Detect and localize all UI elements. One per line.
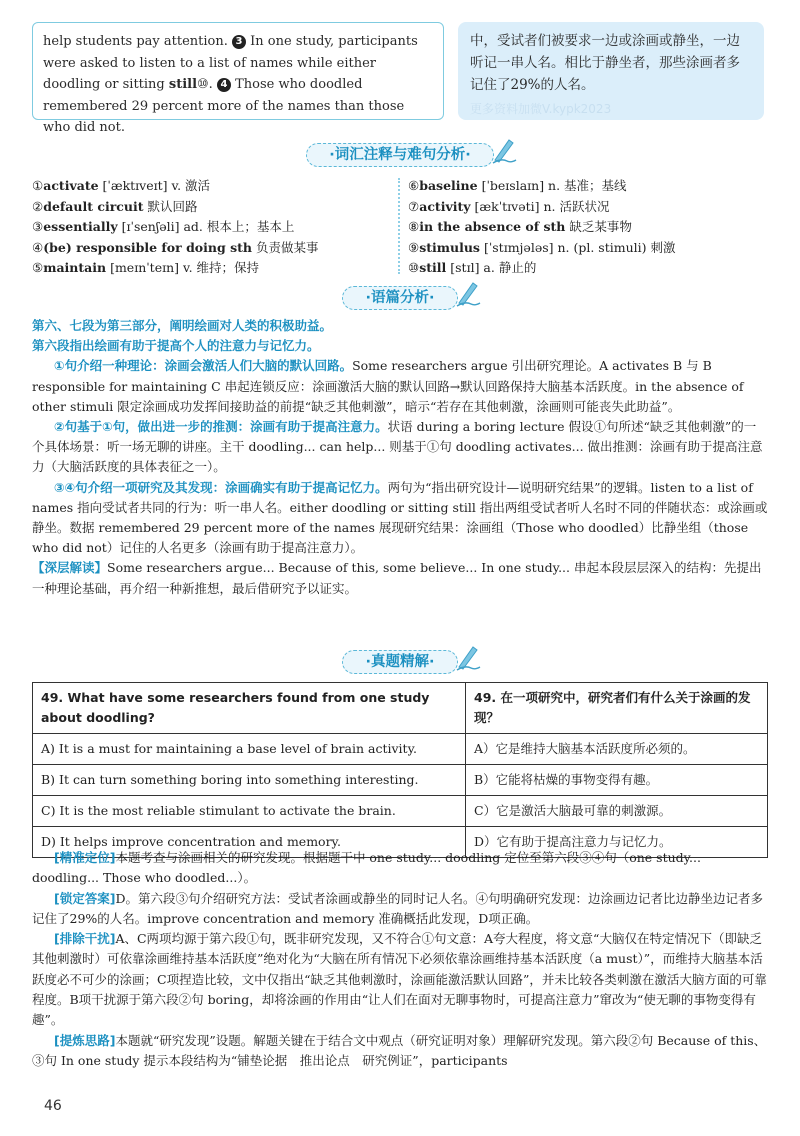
vocab-column-left [32, 176, 392, 279]
analysis-paragraph-3: ③④句介绍一项研究及其发现：涂画确实有助于提高记忆力。两句为“指出研究设计—说明研究结果”的逻辑。listen to a list of names 指向受试者共同的行为：听一串人名。either doodling or sitting still 指出两组受试者听人名时不同的伴随状态：或涂画或静坐。数据 remembered 29 percent more of the names 展现研究结果：涂画组（Those who doodled）比静坐组（those who did not）记住的人名更多（涂画有助于提高注意力）。 [32, 479, 768, 556]
analysis-paragraph-2: ②句基于①句，做出进一步的推测：涂画有助于提高注意力。状语 during a boring lecture 假设①句所述“缺乏其他刺激”的一个具体场景：听一场无聊的讲座。主干 doodling... can help... 则基于①句 doodling activates... 做出推测：涂画有助于提高注意力（大脑活跃度的具体表征之一）。 [32, 419, 763, 475]
option-b-zh: B）它能将枯燥的事物变得有趣。 [466, 765, 768, 796]
explain-answer: [锁定答案]D。第六段③句介绍研究方法：受试者涂画或静坐的同时记人名。④句明确研究发现：边涂画边记者比边静坐边记者多记住了29%的人名。improve concentration and memory 准确概括此发现，D项正确。 [32, 890, 763, 926]
footnote-marker: ⑩. [197, 77, 213, 92]
vocab-divider [398, 178, 406, 274]
watermark-text: 更多资料加微V.kypk2023 [470, 102, 612, 116]
passage-excerpt-box [32, 22, 444, 135]
pen-icon [455, 643, 481, 671]
translation-box [458, 22, 764, 120]
vocab-item: ①activate [ˈæktɪveɪt] v. 激活 [32, 178, 211, 193]
analysis-lead-2: 第六段指出绘画有助于提高个人的注意力与记忆力。 [32, 338, 320, 354]
vocab-item: ⑥baseline [ˈbeɪslaɪn] n. 基准；基线 [408, 178, 627, 193]
option-c-en: C) It is the most reliable stimulant to activate the brain. [33, 796, 466, 827]
question-table [32, 682, 768, 858]
table-row [33, 765, 768, 796]
explain-locate: [精准定位]本题考查与涂画相关的研究发现。根据题干中 one study... doodling 定位至第六段③④句（one study... doodling... Those who doodled...）。 [32, 850, 701, 886]
option-d-en: D) It helps improve concentration and memory. [33, 827, 466, 858]
passage-sentence-4: Those who doodled remembered 29 percent more of the names than those who did not. [43, 77, 405, 135]
pen-icon [491, 136, 517, 164]
vocab-item: ⑧in the absence of sth 缺乏某事物 [408, 219, 632, 234]
pen-icon [455, 279, 481, 307]
translation-text: 中，受试者们被要求一边或涂画或静坐，一边听记一串人名。相比于静坐者，那些涂画者多记住了29%的人名。 [470, 33, 740, 93]
option-a-en: A) It is a must for maintaining a base level of brain activity. [33, 734, 466, 765]
banner-analysis-title: ·语篇分析· [365, 290, 435, 306]
vocab-item: ⑤maintain [meɪnˈteɪn] v. 维持；保持 [32, 260, 260, 275]
option-a-zh: A）它是维持大脑基本活跃度所必须的。 [466, 734, 768, 765]
discourse-analysis [32, 316, 768, 599]
option-d-zh: D）它有助于提高注意力与记忆力。 [466, 827, 768, 858]
vocab-item: ③essentially [ɪˈsenʃəli] ad. 根本上；基本上 [32, 219, 295, 234]
banner-questions-title: ·真题精解· [365, 654, 435, 670]
banner-vocab [0, 143, 800, 167]
question-stem-zh: 49. 在一项研究中，研究者们有什么关于涂画的发现？ [466, 683, 768, 734]
banner-vocab-title: ·词汇注释与难句分析· [329, 147, 471, 163]
analysis-paragraph-1: ①句介绍一种理论：涂画会激活人们大脑的默认回路。Some researchers argue 引出研究理论。A activates B 与 B responsible for maintaining C 串起连锁反应：涂画激活大脑的默认回路→默认回路保持大脑基本活跃度。in the absence of other stimuli 限定涂画成功发挥间接助益的前提“缺乏其他刺激”，暗示“若存在其他刺激，涂画则可能丧失此助益”。 [32, 358, 744, 414]
sentence-marker-3: 3 [232, 35, 246, 49]
passage-sentence-2-end: help students pay attention. [43, 34, 228, 49]
table-row [33, 796, 768, 827]
question-explanation [32, 848, 768, 1071]
vocab-item: ④(be) responsible for doing sth 负责做某事 [32, 239, 319, 255]
table-row [33, 734, 768, 765]
vocab-column-right [408, 176, 768, 279]
explain-distractors: [排除干扰]A、C两项均源于第六段①句，既非研究发现，又不符合①句文意：A夸大程度，将文意“大脑仅在特定情况下（即缺乏其他刺激时）可依靠涂画维持基本活跃度”绝对化为“大脑在所有情况下必须依靠涂画维持基本活跃度（a must）”，而维持大脑基本活跃度必不可少的涂画；C项捏造比较，文中仅指出“缺乏其他刺激时，涂画能激活默认回路”，并未比较各类刺激在激活大脑方面的可靠程度。B项干扰源于第六段②句 boring，却将涂画的作用由“让人们在面对无聊事物时，可提高注意力”窜改为“使无聊的事物变得有趣”。 [32, 931, 767, 1028]
vocab-item: ⑨stimulus [ˈstɪmjələs] n. (pl. stimuli) 刺激 [408, 239, 676, 255]
vocab-item: ⑦activity [ækˈtɪvəti] n. 活跃状况 [408, 198, 610, 214]
explain-approach: [提炼思路]本题就“研究发现”设题。解题关键在于结合文中观点（研究证明对象）理解研究发现。第六段②句 Because of this、③句 In one study 提示本段结构为“铺垫论据 推出论点 研究例证”，participants [32, 1032, 767, 1068]
option-c-zh: C）它是激活大脑最可靠的刺激源。 [466, 796, 768, 827]
table-row [33, 683, 768, 734]
question-stem-en: 49. What have some researchers found from one study about doodling? [33, 683, 466, 734]
banner-questions [0, 650, 800, 674]
banner-analysis [0, 286, 800, 310]
sentence-marker-4: 4 [217, 78, 231, 92]
vocab-item: ②default circuit 默认回路 [32, 198, 198, 214]
passage-sentence-3a: In one study, participants were asked to listen to a list of names while either doodling or sitting [43, 34, 418, 92]
option-b-en: B) It can turn something boring into something interesting. [33, 765, 466, 796]
page-number: 46 [44, 1098, 62, 1114]
vocab-item: ⑩still [stɪl] a. 静止的 [408, 260, 537, 275]
vocab-word-still: still [168, 77, 198, 92]
analysis-deep-reading: 【深层解读】Some researchers argue... Because of this, some believe... In one study... 串起本段层层深入的结构：先提出一种理论基础，再介绍一种新推想，最后借研究予以证实。 [32, 560, 762, 596]
analysis-lead-1: 第六、七段为第三部分，阐明绘画对人类的积极助益。 [32, 318, 333, 333]
